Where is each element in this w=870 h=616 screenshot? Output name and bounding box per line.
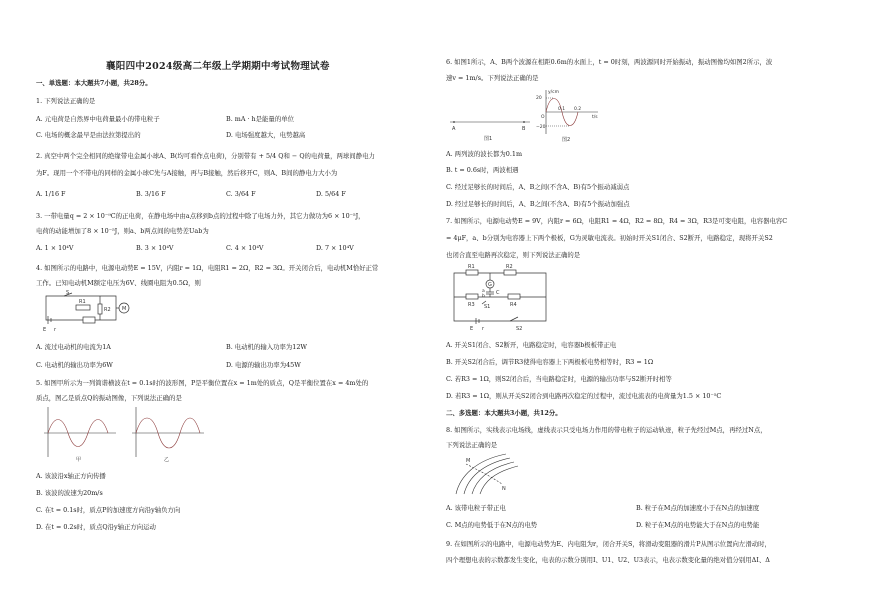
q7-label-r2: R2 [506, 264, 513, 270]
q1-stem: 1. 下列说法正确的是 [36, 97, 96, 105]
q3-option-b: B. 3 × 10⁴V [136, 244, 174, 252]
q5-vibration-graph [128, 405, 208, 463]
q2-stem-line2: 为F。现用一个不带电的同样的金属小球C先与A接触，再与B接触，然后移开C，则A、B间的静电力大小为 [36, 169, 338, 177]
q1-option-d: D. 电场强度越大，电势越高 [226, 131, 306, 139]
q5-stem-line2: 质点，图乙是质点Q的振动图像，下列说法正确的是 [36, 394, 182, 402]
q4-label-m: M [122, 306, 127, 312]
q5-stem-line1: 5. 如图甲所示为一列简谐横波在t = 0.1s时的波形图，P是平衡位置在x = 1m处的质点，Q是平衡位置在x = 4m处的 [36, 379, 369, 387]
q4-option-a: A. 流过电动机的电流为1A [36, 343, 111, 351]
q3-option-d: D. 7 × 10⁴V [316, 244, 354, 252]
q5-option-b: B. 该波的波速为20m/s [36, 489, 103, 497]
section-multiple-choice: 二、多选题：本大题共3小题，共12分。 [446, 409, 562, 417]
q2-stem-line1: 2. 真空中两个完全相同的绝缘带电金属小球A、B(均可看作点电荷)，分别带有 + 5/4 Q和 − Q的电荷量，两球间静电力 [36, 152, 375, 160]
q6-option-c: C. 经过足够长的时间后，A、B之间(不含A、B)有5个振动减弱点 [446, 183, 630, 191]
q3-stem-line2: 电荷的动能增加了8 × 10⁻⁵J，则a、b两点间的电势差Uab为 [36, 227, 209, 235]
q1-option-b: B. mA · h是能量的单位 [226, 115, 294, 123]
q6-fig1-sources [446, 88, 536, 144]
q7-label-r: r [482, 326, 485, 332]
q8-stem-line2: 下列说法正确的是 [446, 441, 498, 449]
q4-label-s: S [66, 290, 70, 296]
q7-circuit-diagram [446, 261, 558, 333]
q8-option-d: D. 粒子在M点的电势能大于在N点的电势能 [636, 521, 760, 529]
q6-option-a: A. 两列波的波长都为0.1m [446, 150, 523, 158]
q7-label-c: C [496, 290, 500, 296]
right-column [446, 0, 846, 616]
q6-fig2-tick-01: 0.1 [558, 107, 566, 112]
q6-fig2-tick-02: 0.2 [574, 107, 582, 112]
q8-stem-line1: 8. 如图所示，实线表示电场线，虚线表示只受电场力作用的带电粒子的运动轨迹，粒子先经过M点，再经过N点， [446, 426, 767, 434]
q7-option-b: B. 开关S2闭合后，调节R3使得电容器上下两极板电势相等时，R3 = 1Ω [446, 358, 654, 366]
q4-option-b: B. 电动机的输入功率为12W [226, 343, 307, 351]
q6-label-b: B [522, 126, 526, 132]
q9-stem-line1: 9. 在如图所示的电路中，电源电动势为E、内电阻为r，闭合开关S，将滑动变阻器的滑片P从图示位置向左滑动时， [446, 540, 771, 548]
q6-stem-line1: 6. 如图1所示，A、B两个波源在相距0.6m的水面上，t = 0时刻，两波源同时开始振动，振动图像均如图2所示，波 [446, 58, 773, 66]
left-column [36, 0, 454, 616]
q6-stem-line2: 速v = 1m/s。下列说法正确的是 [446, 74, 539, 82]
q4-circuit-diagram [38, 290, 138, 334]
q5-option-a: A. 该波沿x轴正方向传播 [36, 472, 106, 480]
q4-stem-line2: 工作。已知电动机M额定电压为6V、线圈电阻为0.5Ω，则 [36, 279, 201, 287]
q3-option-c: C. 4 × 10⁴V [226, 244, 264, 252]
q1-option-c: C. 电场的概念最早是由法拉第提出的 [36, 131, 141, 139]
q2-option-c: C. 3/64 F [226, 190, 256, 198]
q6-fig1-caption: 图1 [484, 136, 493, 142]
q8-field-lines-diagram [446, 450, 526, 496]
q7-label-b: b [482, 294, 485, 299]
q6-option-b: B. t = 0.6s时，两波相遇 [446, 166, 519, 174]
q4-option-d: D. 电源的输出功率为45W [226, 361, 301, 369]
q3-option-a: A. 1 × 10⁴V [36, 244, 74, 252]
q7-stem-line2: = 4μF，a、b分别为电容器上下两个极板，G为灵敏电流表。初始时开关S1闭合、S2断开，电路稳定，现将开关S2 [446, 234, 773, 242]
q8-option-c: C. M点的电势低于在N点的电势 [446, 521, 538, 529]
q1-option-a: A. 元电荷是自然界中电荷量最小的带电粒子 [36, 115, 160, 123]
q5-fig2-label: 乙 [164, 457, 170, 463]
q2-option-d: D. 5/64 F [316, 190, 346, 198]
section-single-choice: 一、单选题：本大题共7小题，共28分。 [36, 79, 152, 87]
q7-label-a: a [482, 289, 485, 294]
q8-option-b: B. 粒子在M点的加速度小于在N点的加速度 [636, 504, 760, 512]
q7-label-e: E [470, 326, 474, 332]
q8-option-a: A. 该带电粒子带正电 [446, 504, 506, 512]
q6-label-a: A [452, 126, 456, 132]
q4-label-e: E [43, 327, 47, 333]
q5-option-d: D. 在t = 0.2s时，质点Q沿y轴正方向运动 [36, 523, 156, 531]
q3-stem-line1: 3. 一带电量q = 2 × 10⁻⁹C的正电荷，在静电场中由a点移到b点的过程中除了电场力外，其它力做功为6 × 10⁻⁵J， [36, 212, 365, 220]
q5-fig1-label: 甲 [76, 457, 82, 463]
q6-fig2-xlabel: t/s [592, 115, 598, 120]
q4-label-r2: R2 [104, 307, 111, 313]
q4-option-c: C. 电动机的输出功率为6W [36, 361, 113, 369]
q5-wave-graph [40, 405, 120, 463]
q8-label-m: M [466, 458, 471, 464]
exam-title: 襄阳四中2024级高二年级上学期期中考试物理试卷 [106, 61, 330, 72]
q4-label-r: r [54, 327, 57, 333]
q7-stem-line1: 7. 如图所示，电源电动势E = 9V，内阻r = 6Ω，电阻R1 = 4Ω，R2 = 8Ω，R4 = 3Ω，R3是可变电阻，电容器电容C [446, 217, 788, 225]
q7-label-g: G [488, 282, 492, 288]
q7-label-s1: S1 [484, 304, 491, 310]
q7-label-r1: R1 [468, 264, 475, 270]
q7-label-s2: S2 [516, 326, 523, 332]
q2-option-b: B. 3/16 F [136, 190, 166, 198]
q7-option-d: D. 若R3 = 1Ω，则从开关S2闭合到电路再次稳定的过程中，流过电流表的电荷量为1.5 × 10⁻⁵C [446, 392, 722, 400]
q4-stem-line1: 4. 如图所示的电路中，电源电动势E = 15V，内阻r = 1Ω，电阻R1 = 2Ω，R2 = 3Ω。开关闭合后，电动机M恰好正常 [36, 264, 379, 272]
q6-fig2-origin: O [541, 115, 545, 120]
q8-label-n: N [502, 486, 506, 492]
q6-fig2-caption: 图2 [562, 137, 571, 143]
q2-option-a: A. 1/16 F [36, 190, 66, 198]
q4-label-r1: R1 [79, 299, 86, 305]
q7-stem-line3: 也闭合直至电路再次稳定，则下列说法正确的是 [446, 251, 581, 259]
q7-option-a: A. 开关S1闭合、S2断开，电路稳定时，电容器b极板带正电 [446, 341, 617, 349]
q7-label-r3: R3 [468, 302, 475, 308]
q6-fig2-vibration [536, 88, 604, 144]
q7-option-c: C. 若R3 = 1Ω，则S2闭合后，当电路稳定时，电源的输出功率与S2断开时相等 [446, 375, 672, 383]
q6-fig2-tick-20: 20 [536, 96, 542, 101]
q6-fig2-tick-neg20: −20 [536, 125, 546, 130]
q7-label-r4: R4 [510, 302, 517, 308]
q6-option-d: D. 经过足够长的时间后，A、B之间(不含A、B)有5个振动加强点 [446, 200, 630, 208]
q5-option-c: C. 在t = 0.1s时，质点P的加速度方向沿y轴负方向 [36, 506, 181, 514]
q9-stem-line2: 四个理想电表的示数都发生变化，电表的示数分别用I、U1、U2、U3表示，电表示数变化量的绝对值分别用ΔI、Δ [446, 556, 770, 564]
q6-fig2-ylabel: y/cm [548, 90, 560, 95]
